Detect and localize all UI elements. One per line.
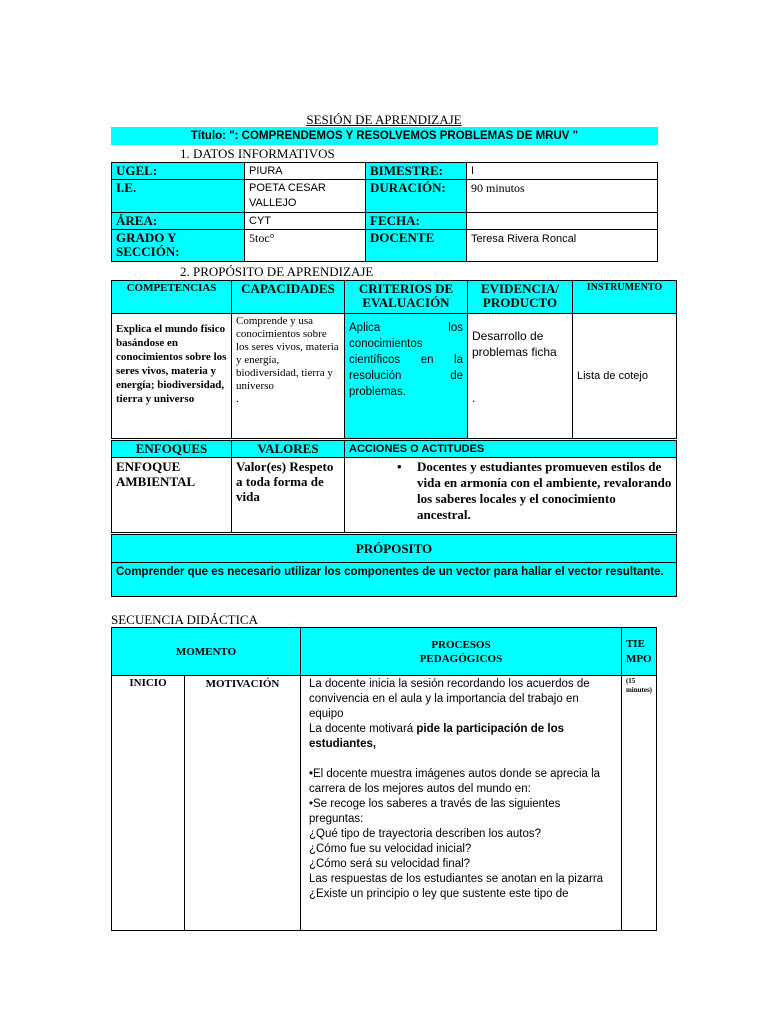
docente-value: Teresa Rivera Roncal <box>467 230 658 262</box>
col-momento: MOMENTO <box>112 628 301 676</box>
motivacion-cell: MOTIVACIÓN <box>184 676 300 931</box>
tiempo-cell: (15 minutes) <box>621 676 656 931</box>
fecha-label: FECHA: <box>366 213 467 230</box>
col-procesos-line2: PEDAGÓGICOS <box>419 652 503 665</box>
criterio-cell: Aplica los conocimientos científicos en la resolución de problemas. <box>345 314 468 439</box>
evidencia-text: Desarrollo de problemas ficha <box>472 329 557 359</box>
evidencia-cell <box>468 314 573 439</box>
grado-label: GRADO Y SECCIÓN: <box>112 230 245 262</box>
proceso-p1: La docente inicia la sesión recordando los acuerdos de convivencia en el aula y la importancia del trabajo en equipo <box>308 678 590 720</box>
duracion-value: 90 minutos <box>467 180 658 213</box>
proceso-q2: ¿Cómo fue su velocidad inicial? <box>308 843 472 855</box>
bimestre-value: I <box>467 163 658 180</box>
col-competencias: COMPETENCIAS <box>112 281 232 314</box>
proposito-text: Comprender que es necesario utilizar los componentes de un vector para hallar el vector resultante. <box>112 563 677 597</box>
session-title-bar: Título: ": COMPRENDEMOS Y RESOLVEMOS PROBLEMAS DE MRUV " <box>111 127 658 145</box>
capacidad-cell <box>232 314 345 439</box>
duracion-label: DURACIÓN: <box>366 180 467 213</box>
area-value: CYT <box>245 213 366 230</box>
col-capacidades: CAPACIDADES <box>232 281 345 314</box>
acciones-label: ACCIONES O ACTITUDES <box>345 441 677 458</box>
proposito-table <box>111 280 677 439</box>
col-procesos-line1: PROCESOS <box>431 638 491 651</box>
secuencia-table <box>111 627 657 931</box>
procesos-cell <box>300 676 621 931</box>
proceso-p2-b: pide la participación de los estudiantes, <box>308 723 564 750</box>
grado-value: 5toc° <box>245 230 366 262</box>
col-procesos <box>300 628 621 676</box>
proposito-block <box>111 534 677 597</box>
instrumento-cell: Lista de cotejo <box>573 314 677 439</box>
proceso-p2 <box>309 722 613 752</box>
proceso-q3: ¿Cómo será su velocidad final? <box>308 858 471 870</box>
secuencia-heading: SECUENCIA DIDÁCTICA <box>111 612 258 627</box>
page-title: SESIÓN DE APRENDIZAJE <box>306 112 462 127</box>
area-label: ÁREA: <box>112 213 245 230</box>
valores-label: VALORES <box>232 441 345 458</box>
procesos-content <box>309 677 613 929</box>
section-proposito-heading: 2. PROPÓSITO DE APRENDIZAJE <box>180 264 374 279</box>
fecha-value <box>467 213 658 230</box>
accion-text: Docentes y estudiantes promueven estilos de vida en armonía con el ambiente, revalorando los saberes locales y el conocimiento ancestral. <box>417 459 672 522</box>
datos-table <box>111 162 658 262</box>
col-criterios: CRITERIOS DE EVALUACIÓN <box>345 281 468 314</box>
proceso-p2-a: La docente motivará <box>308 723 417 735</box>
capacidad-text: Comprende y usa conocimientos sobre los seres vivos, materia y energía, biodiversidad, tierra y universo <box>236 315 339 392</box>
ie-label: I.E. <box>112 180 245 213</box>
col-evidencia: EVIDENCIA/ PRODUCTO <box>468 281 573 314</box>
capacidad-dot: . <box>236 393 239 405</box>
ugel-value: PIURA <box>245 163 366 180</box>
bimestre-label: BIMESTRE: <box>366 163 467 180</box>
proceso-q1: ¿Qué tipo de trayectoria describen los autos? <box>308 828 542 840</box>
ugel-label: UGEL: <box>112 163 245 180</box>
col-tiempo: TIEMPO <box>621 628 656 676</box>
proposito-label: PRÓPOSITO <box>112 535 677 563</box>
evidencia-dot: . <box>472 391 476 405</box>
enfoques-label: ENFOQUES <box>112 441 232 458</box>
proceso-p4: •Se recoge los saberes a través de las siguientes preguntas: <box>308 798 561 825</box>
enfoque-value: ENFOQUE AMBIENTAL <box>112 458 232 533</box>
enfoques-table <box>111 440 677 533</box>
proceso-p5: Las respuestas de los estudiantes se anotan en la pizarra <box>308 873 604 885</box>
proceso-p6: ¿Existe un principio o ley que sustente este tipo de <box>308 888 569 900</box>
competencia-cell: Explica el mundo físico basándose en conocimientos sobre los seres vivos, materia y energía; biodiversidad, tierra y universo <box>112 314 232 439</box>
inicio-cell: INICIO <box>112 676 185 931</box>
ie-value: POETA CESAR VALLEJO <box>245 180 366 213</box>
accion-value <box>345 458 677 533</box>
proceso-p3: •El docente muestra imágenes autos donde se aprecia la carrera de los mejores autos del mundo en: <box>308 768 601 795</box>
col-instrumento: INSTRUMENTO <box>573 281 677 314</box>
bullet-icon: • <box>397 459 402 474</box>
valor-value: Valor(es) Respeto a toda forma de vida <box>232 458 345 533</box>
docente-label: DOCENTE <box>366 230 467 262</box>
section-datos-heading: 1. DATOS INFORMATIVOS <box>180 146 335 161</box>
